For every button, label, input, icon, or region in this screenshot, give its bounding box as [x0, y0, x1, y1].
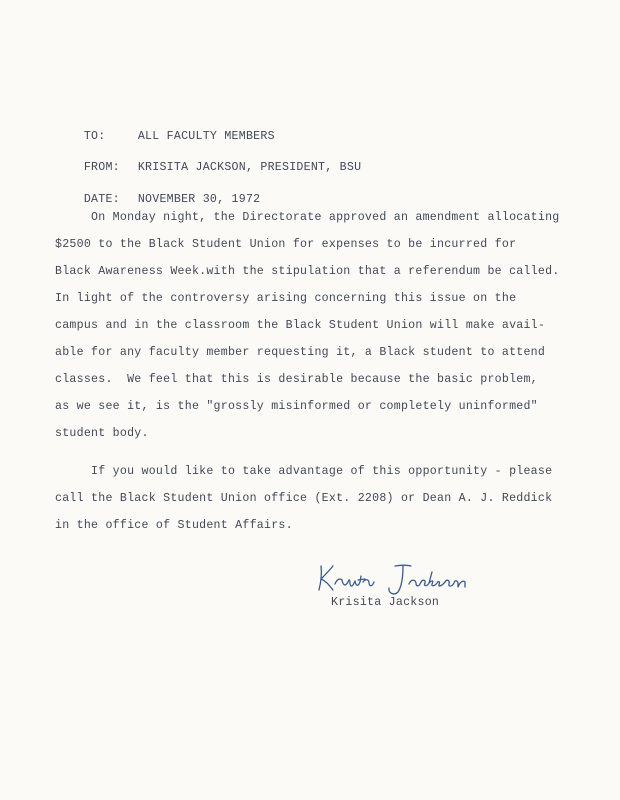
handwritten-signature	[315, 560, 475, 596]
body-line: campus and in the classroom the Black Student Union will make avail-	[55, 319, 546, 332]
body-line: On Monday night, the Directorate approved an amendment allocating	[55, 211, 560, 224]
typed-signature-name: Krisita Jackson	[331, 596, 440, 609]
from-label: FROM:	[83, 161, 120, 174]
body-line: classes. We feel that this is desirable because the basic problem,	[55, 373, 538, 386]
body-line: in the office of Student Affairs.	[55, 519, 293, 532]
to-label: TO:	[83, 130, 106, 143]
from-value: KRISITA JACKSON, PRESIDENT, BSU	[137, 161, 362, 174]
body-line: able for any faculty member requesting it, a Black student to attend	[55, 346, 546, 359]
body-line: In light of the controversy arising concerning this issue on the	[55, 292, 517, 305]
body-line: Black Awareness Week.with the stipulation that a referendum be called.	[55, 265, 560, 278]
body-line: call the Black Student Union office (Ext. 2208) or Dean A. J. Reddick	[55, 492, 553, 505]
date-value: NOVEMBER 30, 1972	[137, 193, 261, 206]
body-line: as we see it, is the "grossly misinformed or completely uninformed"	[55, 400, 538, 413]
body-line: student body.	[55, 427, 149, 440]
body-line: $2500 to the Black Student Union for expenses to be incurred for	[55, 238, 517, 251]
to-value: ALL FACULTY MEMBERS	[137, 130, 275, 143]
date-label: DATE:	[83, 193, 120, 206]
body-line: If you would like to take advantage of this opportunity - please	[55, 465, 553, 478]
